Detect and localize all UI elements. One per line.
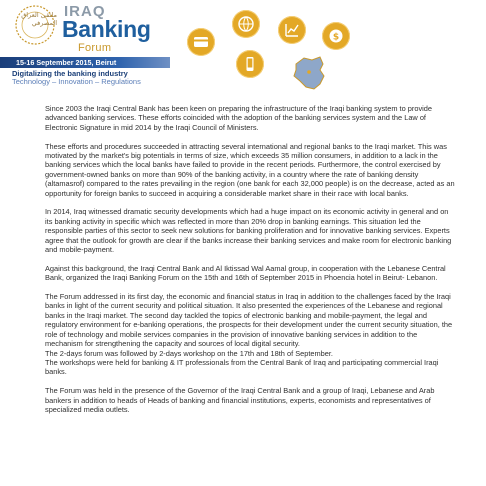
paragraph-6: The Forum was held in the presence of the Governor of the Iraqi Central Bank and a group of Iraqi, Lebanese and Arab bankers in addition to heads of Heads of banking and financial institutions, experts, economists and representatives of specialized media outlets. bbox=[45, 386, 435, 414]
iraq-map-icon bbox=[290, 54, 328, 92]
paragraph-2: These efforts and procedures succeeded in attracting several international and regional banks to the Iraqi market. This was motivated by the market's big potentials in terms of size, which exceeds 35 million consumers, in addition to a lack in the banking services which the local banks have failed to provide in the recent periods. Furthermore, the control exercised by government-owned banks on more than 90% of the banking activity, in a country where the rate of banking density (altamasrof) compared to the rates prevailing in the region (one bank for each 32,000 people) is on the decrease, acted as an opportunity for foreign banks to succeed in acquiring a considerable market share in their race with local banks. bbox=[45, 141, 455, 198]
globe-icon bbox=[232, 10, 260, 38]
brand-banking: Banking bbox=[62, 16, 151, 42]
paragraph-4: Against this background, the Iraqi Central Bank and Al Iktissad Wal Aamal group, in cooperation with the Lebanese Central Bank, organized the Iraqi Banking Forum on the 15th and 16th of September 2015 in Phoencia hotel in Beirut- Lebanon. bbox=[45, 263, 446, 283]
page-header bbox=[0, 0, 486, 96]
card-icon bbox=[187, 28, 215, 56]
mobile-icon bbox=[236, 50, 264, 78]
tagline: Digitalizing the banking industry bbox=[12, 69, 128, 78]
paragraph-5: The Forum addressed in its first day, the economic and financial status in Iraq in addition to the challenges faced by the Iraqi banks in light of the current security and political situation. It also presented the experiences of the Lebanese and regional banks in the Iraqi market. The second day tackled the topics of electronic banking and mobile-payment, the legal and regulatory environment for e-banking operations, the prospects for their development under the current security situation, the role of technology and mobile services companies in the provision of innovative banking services in addition to the mechanism for strengthening the capacity and sources of local digital security. The 2-days forum was followed by 2-days workshop on the 17th and 18th of September. The workshops were held for banking & IT professionals from the Central Bank of Iraq and participating commercial Iraqi banks. bbox=[45, 292, 453, 377]
chart-icon bbox=[278, 16, 306, 44]
brand-iraq: IRAQ bbox=[64, 3, 106, 20]
money-icon bbox=[322, 22, 350, 50]
event-date: 15-16 September 2015, Beirut bbox=[16, 58, 117, 67]
paragraph-1: Since 2003 the Iraqi Central Bank has been keen on preparing the infrastructure of the Iraqi banking system to provide advanced banking services. These efforts coincided with the adoption of the banking services system and the Law of Electronic Signature in mid 2014 by the Iraqi Council of Ministers. bbox=[45, 104, 433, 132]
svg-text:$: $ bbox=[332, 32, 340, 43]
article-body bbox=[45, 104, 455, 424]
forum-logo bbox=[12, 3, 182, 55]
paragraph-3: In 2014, Iraq witnessed dramatic security developments which had a huge impact on its economic activity in general and on its banking activity in specific which was reflected in more than 20% drop in banking earnings. This situation led the responsible parties of this sector to seek new solutions for banking proliferation and for innovative banking services. Experts agree that the outlook for growth are clear if the banks increase their banking services and make room for electronic banking and mobile-payment. bbox=[45, 207, 452, 255]
brand-forum: Forum bbox=[78, 42, 112, 54]
logo-arabic-name: ملتقى العراق المصرفي bbox=[21, 11, 57, 27]
subtagline: Technology – Innovation – Regulations bbox=[12, 77, 141, 86]
